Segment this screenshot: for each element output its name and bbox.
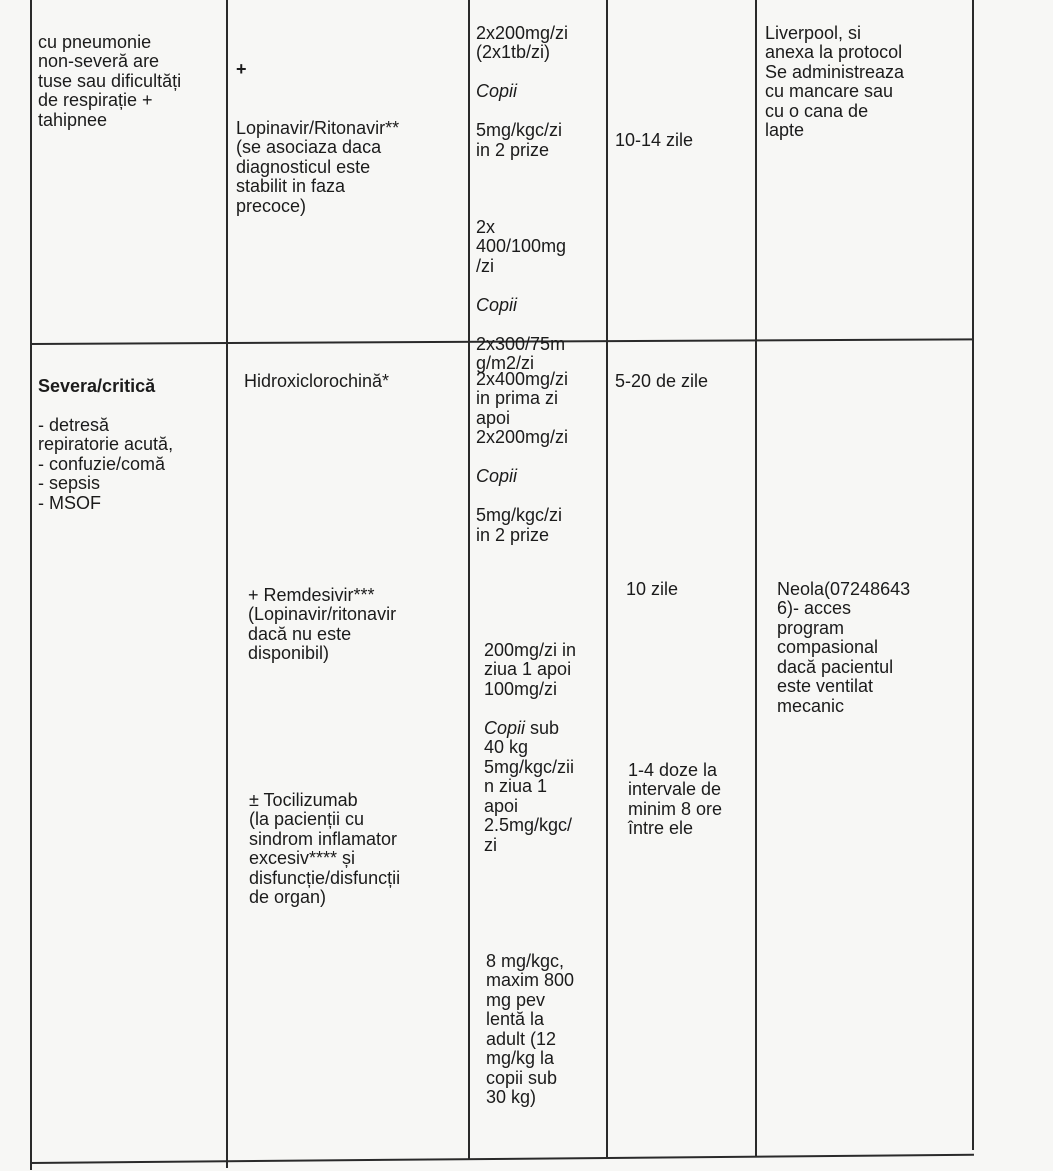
row1-dosage-child-1: 5mg/kgc/zi in 2 prize [476, 120, 563, 160]
row1-treatment [236, 40, 464, 236]
row2-dosage-2 [484, 621, 606, 875]
row2-drug-tocilizumab: ± Tocilizumab (la pacienții cu sindrom inflamator excesiv**** și disfuncție/disfuncții de organ) [249, 789, 401, 907]
row2-dosage-2-adult: 200mg/zi in ziua 1 apoi 100mg/zi [484, 639, 577, 699]
row2-drug-hydroxychloroquine: Hidroxiclorochină* [244, 370, 390, 391]
row2-dosage-3 [486, 932, 604, 1127]
table-border-bottom [30, 1154, 974, 1164]
row2-dosage-2-copii-label: Copii [484, 717, 526, 738]
row1-drug-lopinavir: Lopinavir/Ritonavir** (se asociaza daca diagnosticul este stabilit in faza precoce) [236, 117, 400, 216]
row2-dosage-2-child: sub 40 kg 5mg/kgc/zii n ziua 1 apoi 2.5mg/kgc/ zi [484, 717, 575, 855]
row2-condition [38, 357, 222, 533]
row1-duration [615, 111, 753, 170]
table-border-right [972, 0, 974, 1150]
row1-dosage-adult-1: 2x200mg/zi (2x1tb/zi) [476, 22, 569, 62]
row2-treatment-remdesivir [248, 566, 466, 683]
row2-dosage-1-copii-label: Copii [476, 466, 518, 486]
row2-duration-3-text: 1-4 doze la intervale de minim 8 ore între ele [628, 759, 723, 838]
row2-condition-list: - detresă repiratorie acută, - confuzie/comă - sepsis - MSOF [38, 414, 174, 513]
table-border-left [30, 0, 32, 1170]
row2-condition-title: Severa/critică [38, 375, 156, 396]
row2-dosage-1 [476, 350, 604, 565]
row2-notes [777, 560, 970, 736]
row2-duration-2-text: 10 zile [626, 578, 679, 599]
row1-condition-text: cu pneumonie non-severă are tuse sau dificultăți de respirație + tahipnee [38, 31, 182, 130]
row2-duration-2 [626, 560, 753, 619]
row1-condition [38, 13, 222, 150]
row2-drug-remdesivir: + Remdesivir*** (Lopinavir/ritonavir dacă nu este disponibil) [248, 584, 397, 663]
table-column-divider-3 [606, 0, 608, 1158]
row2-dosage-1-child: 5mg/kgc/zi in 2 prize [476, 505, 563, 545]
row1-dosage-child-2: 2x300/75m g/m2/zi [476, 333, 566, 373]
row2-dosage-1-adult: 2x400mg/zi in prima zi apoi 2x200mg/zi [476, 368, 569, 447]
row1-dosage-copii-label-2: Copii [476, 294, 518, 315]
row1-dosage [476, 4, 604, 393]
row1-notes [765, 4, 970, 160]
row1-duration-text: 10-14 zile [615, 129, 694, 150]
row1-dosage-adult-2: 2x 400/100mg /zi [476, 216, 567, 276]
row1-dosage-copii-label-1: Copii [476, 81, 518, 101]
row2-notes-text: Neola(07248643 6)- acces program compasional dacă pacientul este ventilat mecanic [777, 578, 911, 716]
row2-dosage-3-text: 8 mg/kgc, maxim 800 mg pev lentă la adult (12 mg/kg la copii sub 30 kg) [486, 950, 575, 1107]
row2-treatment-tocilizumab [249, 771, 466, 927]
row1-notes-text: Liverpool, si anexa la protocol Se administreaza cu mancare sau cu o cana de lapte [765, 22, 905, 140]
table-column-divider-1 [226, 0, 228, 1168]
table-column-divider-4 [755, 0, 757, 1156]
table-column-divider-2 [468, 0, 470, 1160]
row1-plus-sign: + [236, 58, 247, 79]
row2-treatment-hydroxychloroquine [244, 352, 466, 411]
row2-duration-3 [628, 741, 753, 858]
row2-duration-1-text: 5-20 de zile [615, 370, 709, 391]
row2-duration-1 [615, 352, 753, 411]
